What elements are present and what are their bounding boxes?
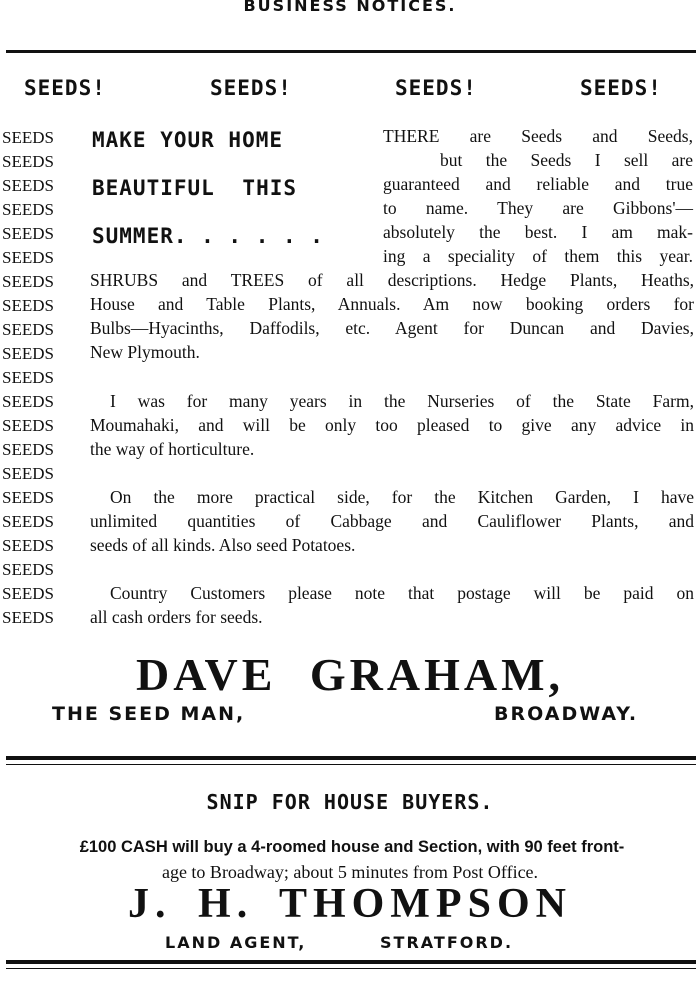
side-label: SEEDS [2,344,54,363]
intro-line: guaranteed and reliable and true [383,174,693,194]
shrubs-line: House and Table Plants, Annuals. Am now booking orders for [90,294,694,314]
kitchen-line: seeds of all kinds. Also seed Potatoes. [90,535,356,555]
section-heading: BUSINESS NOTICES. [243,0,457,15]
advertiser-name: DAVE GRAHAM, [135,649,565,700]
side-label: SEEDS [2,608,54,627]
seeds-heading-2: SEEDS! [210,76,292,100]
thompson-line-2: age to Broadway; about 5 minutes from Post Office. [161,862,539,882]
intro-line: ing a speciality of them this year. [383,246,693,266]
side-label: SEEDS [2,152,54,171]
intro-line: to name. They are Gibbons'— [383,198,693,218]
intro-line: but the Seeds I sell are [440,150,693,170]
side-label: SEEDS [2,224,54,243]
thompson-line-1: £100 CASH will buy a 4-roomed house and Section, with 90 feet front- [79,838,625,856]
side-label: SEEDS [2,536,54,555]
kitchen-line: On the more practical side, for the Kitchen Garden, I have [110,487,694,507]
thompson-role: LAND AGENT, [165,933,307,952]
country-line: Country Customers please note that postage will be paid on [110,583,694,603]
shrubs-line: Bulbs—Hyacinths, Daffodils, etc. Agent for Duncan and Davies, [90,318,694,338]
side-label: SEEDS [2,560,54,579]
divider-rule-thick [6,756,696,760]
side-label: SEEDS [2,272,54,291]
side-label: SEEDS [2,368,54,387]
side-label: SEEDS [2,416,54,435]
side-label: SEEDS [2,464,54,483]
country-line: all cash orders for seeds. [90,607,263,627]
intro-line: absolutely the best. I am mak- [383,222,693,242]
top-rule [6,50,696,53]
thompson-heading: SNIP FOR HOUSE BUYERS. [206,790,494,814]
slogan-line-1: MAKE YOUR HOME [92,128,284,152]
nursery-line: I was for many years in the Nurseries of the State Farm, [110,391,694,411]
side-label: SEEDS [2,512,54,531]
advertiser-tagline: THE SEED MAN, [52,703,246,725]
nursery-line: the way of horticulture. [90,439,255,459]
side-label: SEEDS [2,584,54,603]
slogan-line-2: BEAUTIFUL THIS [92,176,298,200]
seeds-heading-4: SEEDS! [580,76,662,100]
seeds-side-column [2,126,72,630]
seeds-heading-3: SEEDS! [395,76,477,100]
bottom-rule-thick [6,960,696,964]
shrubs-line: New Plymouth. [90,342,200,362]
side-label: SEEDS [2,320,54,339]
nursery-line: Moumahaki, and will be only too pleased to give any advice in [90,415,694,435]
seeds-heading-1: SEEDS! [24,76,106,100]
thompson-place: STRATFORD. [380,933,514,952]
thompson-name: J. H. THOMPSON [128,881,572,927]
side-label: SEEDS [2,440,54,459]
slogan-line-3: SUMMER. . . . . . [92,224,324,248]
side-label: SEEDS [2,248,54,267]
side-label: SEEDS [2,128,54,147]
side-label: SEEDS [2,488,54,507]
divider-rule-thin [6,764,696,765]
side-label: SEEDS [2,176,54,195]
side-label: SEEDS [2,392,54,411]
side-label: SEEDS [2,200,54,219]
shrubs-line: SHRUBS and TREES of all descriptions. Hedge Plants, Heaths, [90,270,694,290]
side-label: SEEDS [2,296,54,315]
kitchen-line: unlimited quantities of Cabbage and Cauliflower Plants, and [90,511,694,531]
advertiser-location: BROADWAY. [494,703,639,725]
bottom-rule-thin [6,968,696,969]
intro-line: THERE are Seeds and Seeds, [383,126,693,146]
